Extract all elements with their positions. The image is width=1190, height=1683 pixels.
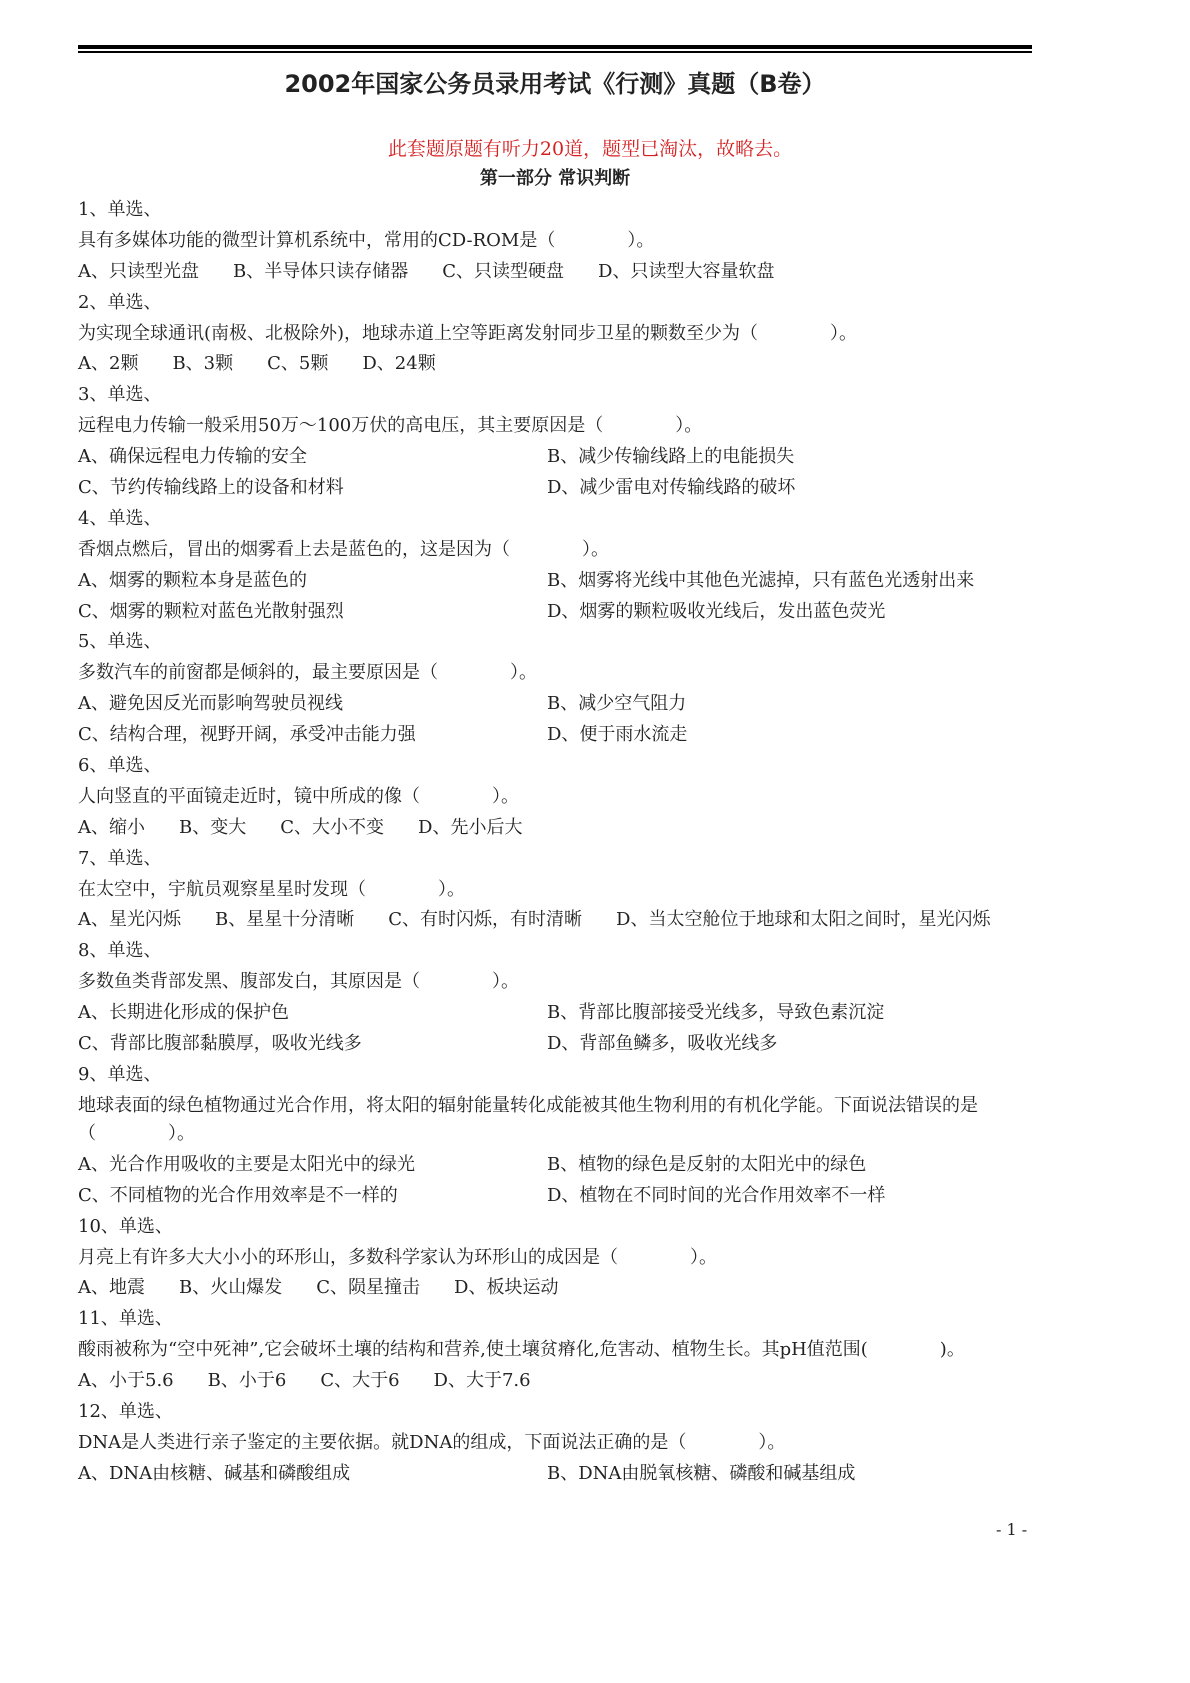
answer-option: A、星光闪烁 [78, 909, 181, 931]
answer-option: C、节约传输线路上的设备和材料 [78, 477, 344, 499]
answer-option: A、地震 [78, 1277, 145, 1299]
answer-option: D、只读型大容量软盘 [598, 260, 775, 282]
question-label: 9、单选、 [78, 1063, 162, 1085]
options-row [78, 566, 1034, 597]
answer-option: A、2颗 [78, 353, 139, 375]
answer-option: C、大于6 [320, 1370, 400, 1392]
question-label: 6、单选、 [78, 755, 162, 777]
answer-option: D、减少雷电对传输线路的破坏 [547, 477, 796, 499]
answer-option: B、烟雾将光线中其他色光滤掉，只有蓝色光透射出来 [547, 569, 975, 591]
question [78, 195, 1034, 288]
answer-option: B、减少空气阻力 [547, 693, 687, 715]
question [78, 380, 1034, 504]
question-stem: 为实现全球通讯(南极、北极除外)，地球赤道上空等距离发射同步卫星的颗数至少为（ ）。 [78, 322, 858, 344]
options-row [78, 1366, 1034, 1397]
answer-option: B、火山爆发 [179, 1277, 283, 1299]
question-stem: 月亮上有许多大大小小的环形山，多数科学家认为环形山的成因是（ ）。 [78, 1246, 717, 1268]
answer-option: B、3颗 [172, 353, 234, 375]
question [78, 751, 1034, 844]
question [78, 1304, 1034, 1397]
question [78, 1397, 1034, 1490]
answer-option: A、只读型光盘 [78, 260, 199, 282]
question-label: 3、单选、 [78, 384, 162, 406]
answer-option: A、长期进化形成的保护色 [78, 1002, 289, 1024]
answer-option: B、变大 [179, 816, 247, 838]
question [78, 627, 1034, 751]
answer-option: C、大小不变 [280, 816, 385, 838]
options-row [78, 720, 1034, 751]
page-number: - 1 - [996, 1520, 1028, 1539]
options-row [78, 998, 1034, 1029]
options-row [78, 349, 1034, 380]
answer-option: C、烟雾的颗粒对蓝色光散射强烈 [78, 600, 344, 622]
options-row [78, 1273, 1034, 1304]
question-label: 7、单选、 [78, 847, 162, 869]
question-list [78, 195, 1034, 1490]
section-heading: 第一部分 常识判断 [479, 168, 631, 189]
question [78, 1060, 1034, 1212]
answer-option: D、便于雨水流走 [547, 724, 688, 746]
question-label: 1、单选、 [78, 199, 162, 220]
question [78, 1212, 1034, 1305]
answer-option: B、背部比腹部接受光线多，导致色素沉淀 [547, 1002, 885, 1024]
answer-option: B、DNA由脱氧核糖、磷酸和碱基组成 [547, 1462, 856, 1484]
question [78, 288, 1034, 381]
question [78, 844, 1034, 937]
answer-option: D、背部鱼鳞多，吸收光线多 [547, 1033, 778, 1055]
answer-option: D、当太空舱位于地球和太阳之间时，星光闪烁 [616, 909, 991, 931]
answer-option: B、半导体只读存储器 [233, 260, 409, 282]
answer-option: D、24颗 [362, 353, 436, 375]
question-stem: 远程电力传输一般采用50万～100万伏的高电压，其主要原因是（ ）。 [78, 415, 703, 437]
answer-option: B、小于6 [207, 1370, 287, 1392]
options-row [78, 442, 1034, 473]
answer-option: D、板块运动 [454, 1277, 559, 1299]
question-stem: 人向竖直的平面镜走近时，镜中所成的像（ ）。 [78, 785, 519, 807]
question-stem: 多数鱼类背部发黑、腹部发白，其原因是（ ）。 [78, 971, 519, 993]
options-row [78, 597, 1034, 628]
answer-option: A、DNA由核糖、碱基和磷酸组成 [78, 1462, 351, 1484]
answer-option: D、大于7.6 [433, 1370, 531, 1392]
answer-option: D、植物在不同时间的光合作用效率不一样 [547, 1184, 886, 1206]
answer-option: A、烟雾的颗粒本身是蓝色的 [78, 569, 307, 591]
answer-option: C、有时闪烁，有时清晰 [388, 909, 583, 931]
answer-option: A、避免因反光而影响驾驶员视线 [78, 693, 343, 715]
question-stem: 多数汽车的前窗都是倾斜的，最主要原因是（ ）。 [78, 662, 537, 684]
options-row [78, 1459, 1034, 1490]
question-label: 10、单选、 [78, 1215, 173, 1237]
answer-option: C、陨星撞击 [316, 1277, 421, 1299]
question-label: 12、单选、 [78, 1400, 173, 1422]
options-row [78, 689, 1034, 720]
answer-option: C、不同植物的光合作用效率是不一样的 [78, 1184, 398, 1206]
options-row [78, 257, 1034, 288]
page-title: 2002年国家公务员录用考试《行测》真题（B卷） [284, 70, 826, 98]
question [78, 504, 1034, 628]
answer-option: A、缩小 [78, 816, 145, 838]
options-row [78, 813, 1034, 844]
answer-option: C、结构合理，视野开阔，承受冲击能力强 [78, 724, 416, 746]
question-stem: 香烟点燃后，冒出的烟雾看上去是蓝色的，这是因为（ ）。 [78, 538, 609, 560]
options-row [78, 1181, 1034, 1212]
answer-option: B、星星十分清晰 [215, 909, 355, 931]
question-label: 5、单选、 [78, 631, 162, 653]
question-label: 8、单选、 [78, 940, 162, 962]
answer-option: A、光合作用吸收的主要是太阳光中的绿光 [78, 1153, 415, 1175]
answer-option: B、减少传输线路上的电能损失 [547, 446, 795, 468]
answer-option: D、先小后大 [418, 816, 523, 838]
answer-option: D、烟雾的颗粒吸收光线后，发出蓝色荧光 [547, 600, 886, 622]
question [78, 936, 1034, 1060]
answer-option: C、只读型硬盘 [442, 260, 565, 282]
header-rule-thick [78, 45, 1032, 49]
answer-option: A、小于5.6 [78, 1370, 174, 1392]
question-stem: 酸雨被称为“空中死神”,它会破坏土壤的结构和营养,使土壤贫瘠化,危害动、植物生长。其pH值范围( )。 [78, 1339, 965, 1361]
question-stem: DNA是人类进行亲子鉴定的主要依据。就DNA的组成，下面说法正确的是（ ）。 [78, 1431, 786, 1453]
question-stem: 地球表面的绿色植物通过光合作用，将太阳的辐射能量转化成能被其他生物利用的有机化学能。下面说法错误的是（ ）。 [78, 1094, 978, 1144]
options-row [78, 1029, 1034, 1060]
options-row [78, 1150, 1034, 1181]
question-label: 2、单选、 [78, 291, 162, 313]
question-label: 4、单选、 [78, 507, 162, 529]
answer-option: C、背部比腹部黏膜厚，吸收光线多 [78, 1033, 362, 1055]
answer-option: C、5颗 [267, 353, 329, 375]
options-row [78, 905, 1034, 936]
question-label: 11、单选、 [78, 1308, 173, 1330]
options-row [78, 473, 1034, 504]
answer-option: B、植物的绿色是反射的太阳光中的绿色 [547, 1153, 867, 1175]
question-stem: 在太空中，宇航员观察星星时发现（ ）。 [78, 878, 465, 900]
question-stem: 具有多媒体功能的微型计算机系统中，常用的CD-ROM是（ ）。 [78, 229, 655, 251]
red-note: 此套题原题有听力20道，题型已淘汰，故略去。 [387, 138, 793, 160]
answer-option: A、确保远程电力传输的安全 [78, 446, 307, 468]
header-rule-thin [78, 51, 1032, 53]
